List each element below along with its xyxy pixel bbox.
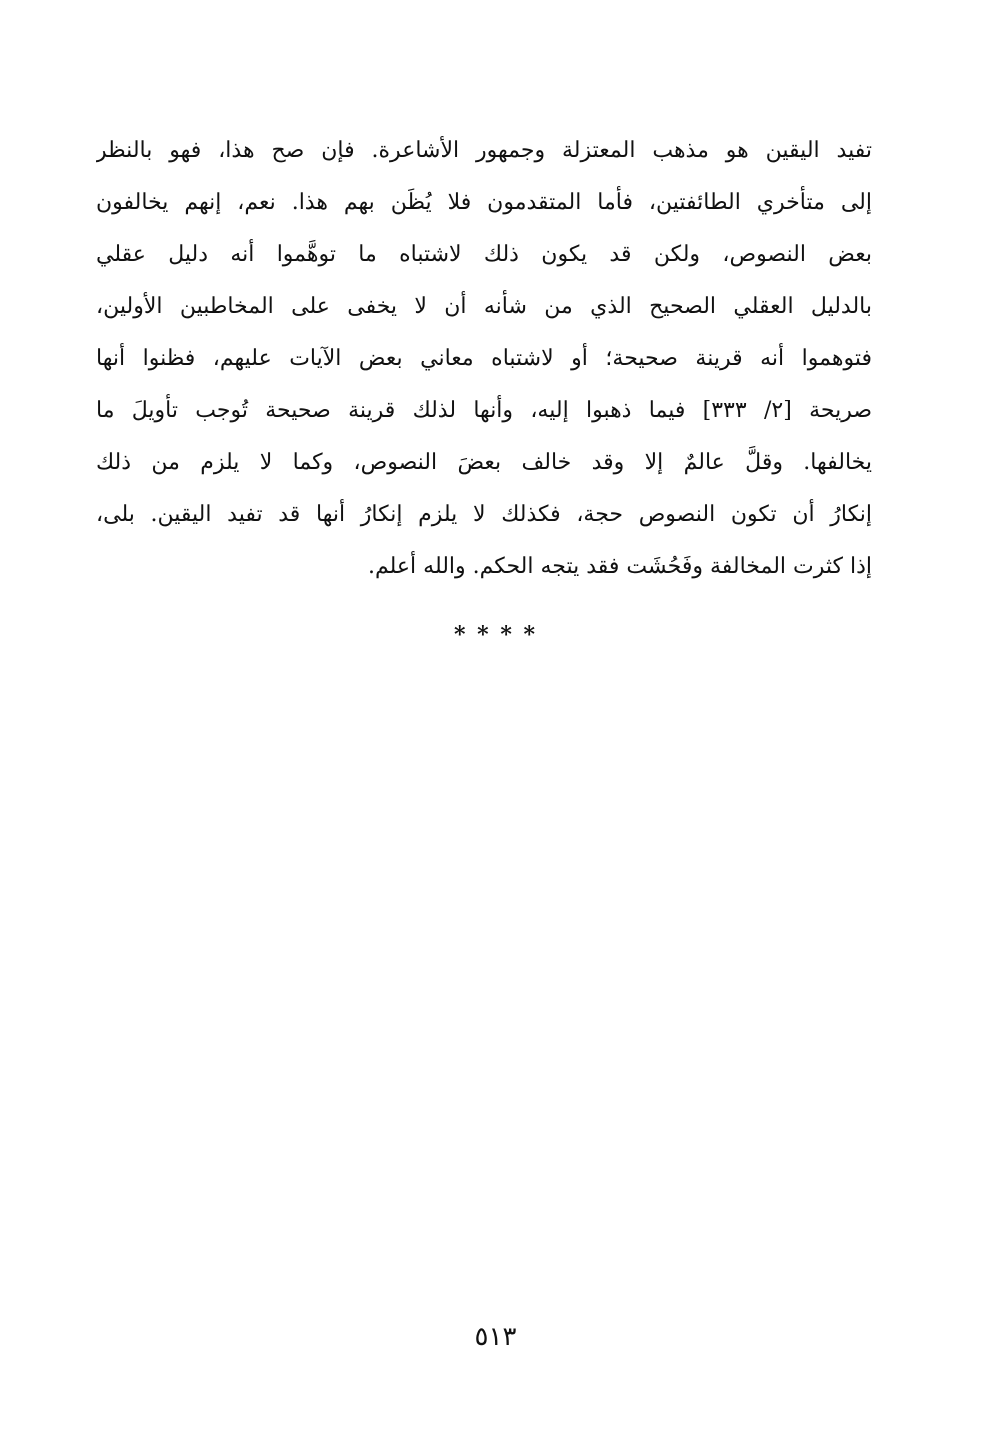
text-line: يخالفها. وقلَّ عالمٌ إلا وقد خالف بعضَ النصوص، وكما لا يلزم من ذلك <box>96 450 872 475</box>
text-line: فتوهموا أنه قرينة صحيحة؛ أو لاشتباه معاني بعض الآيات عليهم، فظنوا أنها <box>96 346 872 371</box>
text-line: صريحة [٢/ ٣٣٣] فيما ذهبوا إليه، وأنها لذلك قرينة صحيحة تُوجب تأويلَ ما <box>96 398 872 423</box>
page-number: ٥١٣ <box>474 1322 517 1352</box>
text-line: بعض النصوص، ولكن قد يكون ذلك لاشتباه ما توهَّموا أنه دليل عقلي <box>96 242 872 267</box>
text-line: بالدليل العقلي الصحيح الذي من شأنه أن لا يخفى على المخاطبين الأولين، <box>96 294 872 319</box>
text-line: إذا كثرت المخالفة وفَحُشَت فقد يتجه الحكم. والله أعلم. <box>368 554 872 579</box>
section-separator: * * * * <box>454 622 537 648</box>
text-line: تفيد اليقين هو مذهب المعتزلة وجمهور الأشاعرة. فإن صح هذا، فهو بالنظر <box>96 138 872 163</box>
text-line: إلى متأخري الطائفتين، فأما المتقدمون فلا يُظَن بهم هذا. نعم، إنهم يخالفون <box>96 190 872 215</box>
body-paragraph <box>96 125 872 593</box>
text-line: إنكارُ أن تكون النصوص حجة، فكذلك لا يلزم إنكارُ أنها قد تفيد اليقين. بلى، <box>96 502 872 527</box>
